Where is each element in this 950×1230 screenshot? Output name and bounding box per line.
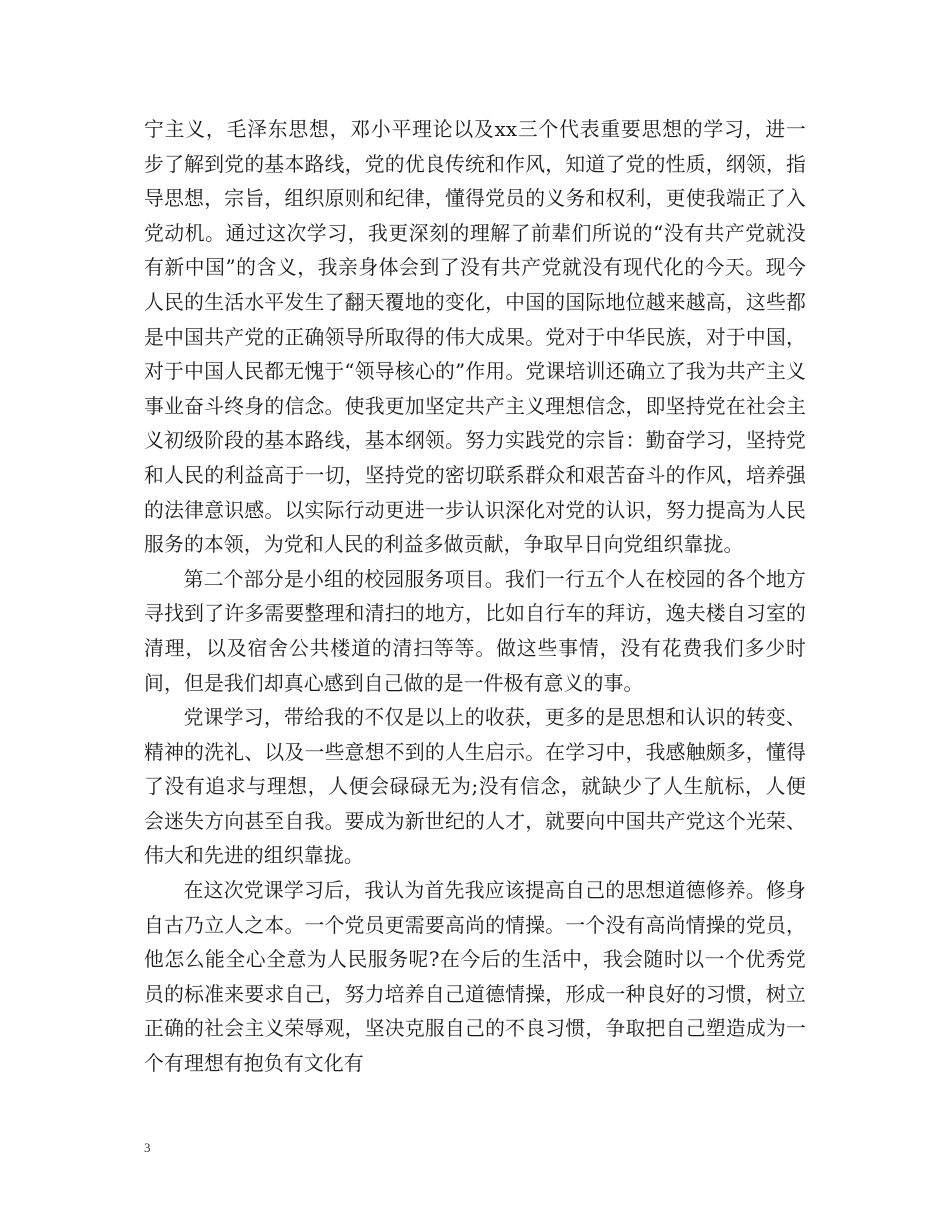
paragraph-study-gains: 党课学习，带给我的不仅是以上的收获，更多的是思想和认识的转变、精神的洗礼、以及一些意想不到的人生启示。在学习中，我感触颇多，懂得了没有追求与理想，人便会碌碌无为;没有信念，就缺少了人生航标，人便会迷失方向甚至自我。要成为新世纪的人才，就要向中国共产党这个光荣、伟大和先进的组织靠拢。 [144,706,806,868]
paragraph-moral-cultivation: 在这次党课学习后，我认为首先我应该提高自己的思想道德修养。修身自古乃立人之本。一个党员更需要高尚的情操。一个没有高尚情操的党员，他怎么能全心全意为人民服务呢?在今后的生活中，我会随时以一个优秀党员的标准来要求自己，努力培养自己道德情操，形成一种良好的习惯，树立正确的社会主义荣辱观，坚决克服自己的不良习惯，争取把自己塑造成为一个有理想有抱负有文化有 [144,879,806,1076]
page-number: 3 [144,1140,151,1155]
paragraph-continued: 宁主义，毛泽东思想，邓小平理论以及xx三个代表重要思想的学习，进一步了解到党的基本路线，党的优良传统和作风，知道了党的性质，纲领，指导思想，宗旨，组织原则和纪律，懂得党员的义务和权利，更使我端正了入党动机。通过这次学习，我更深刻的理解了前辈们所说的“没有共产党就没有新中国”的含义，我亲身体会到了没有共产党就没有现代化的今天。现今人民的生活水平发生了翻天覆地的变化，中国的国际地位越来越高，这些都是中国共产党的正确领导所取得的伟大成果。党对于中华民族，对于中国，对于中国人民都无愧于“领导核心的”作用。党课培训还确立了我为共产主义事业奋斗终身的信念。使我更加坚定共产主义理想信念，即坚持党在社会主义初级阶段的基本路线，基本纲领。努力实践党的宗旨：勤奋学习，坚持党和人民的利益高于一切，坚持党的密切联系群众和艰苦奋斗的作风，培养强的法律意识感。以实际行动更进一步认识深化对党的认识，努力提高为人民服务的本领，为党和人民的利益多做贡献，争取早日向党组织靠拢。 [144,118,806,557]
paragraph-campus-service: 第二个部分是小组的校园服务项目。我们一行五个人在校园的各个地方寻找到了许多需要整理和清扫的地方，比如自行车的拜访，逸夫楼自习室的清理，以及宿舍公共楼道的清扫等等。做这些事情，没有花费我们多少时间，但是我们却真心感到自己做的是一件极有意义的事。 [144,567,806,695]
document-body [144,113,806,1082]
